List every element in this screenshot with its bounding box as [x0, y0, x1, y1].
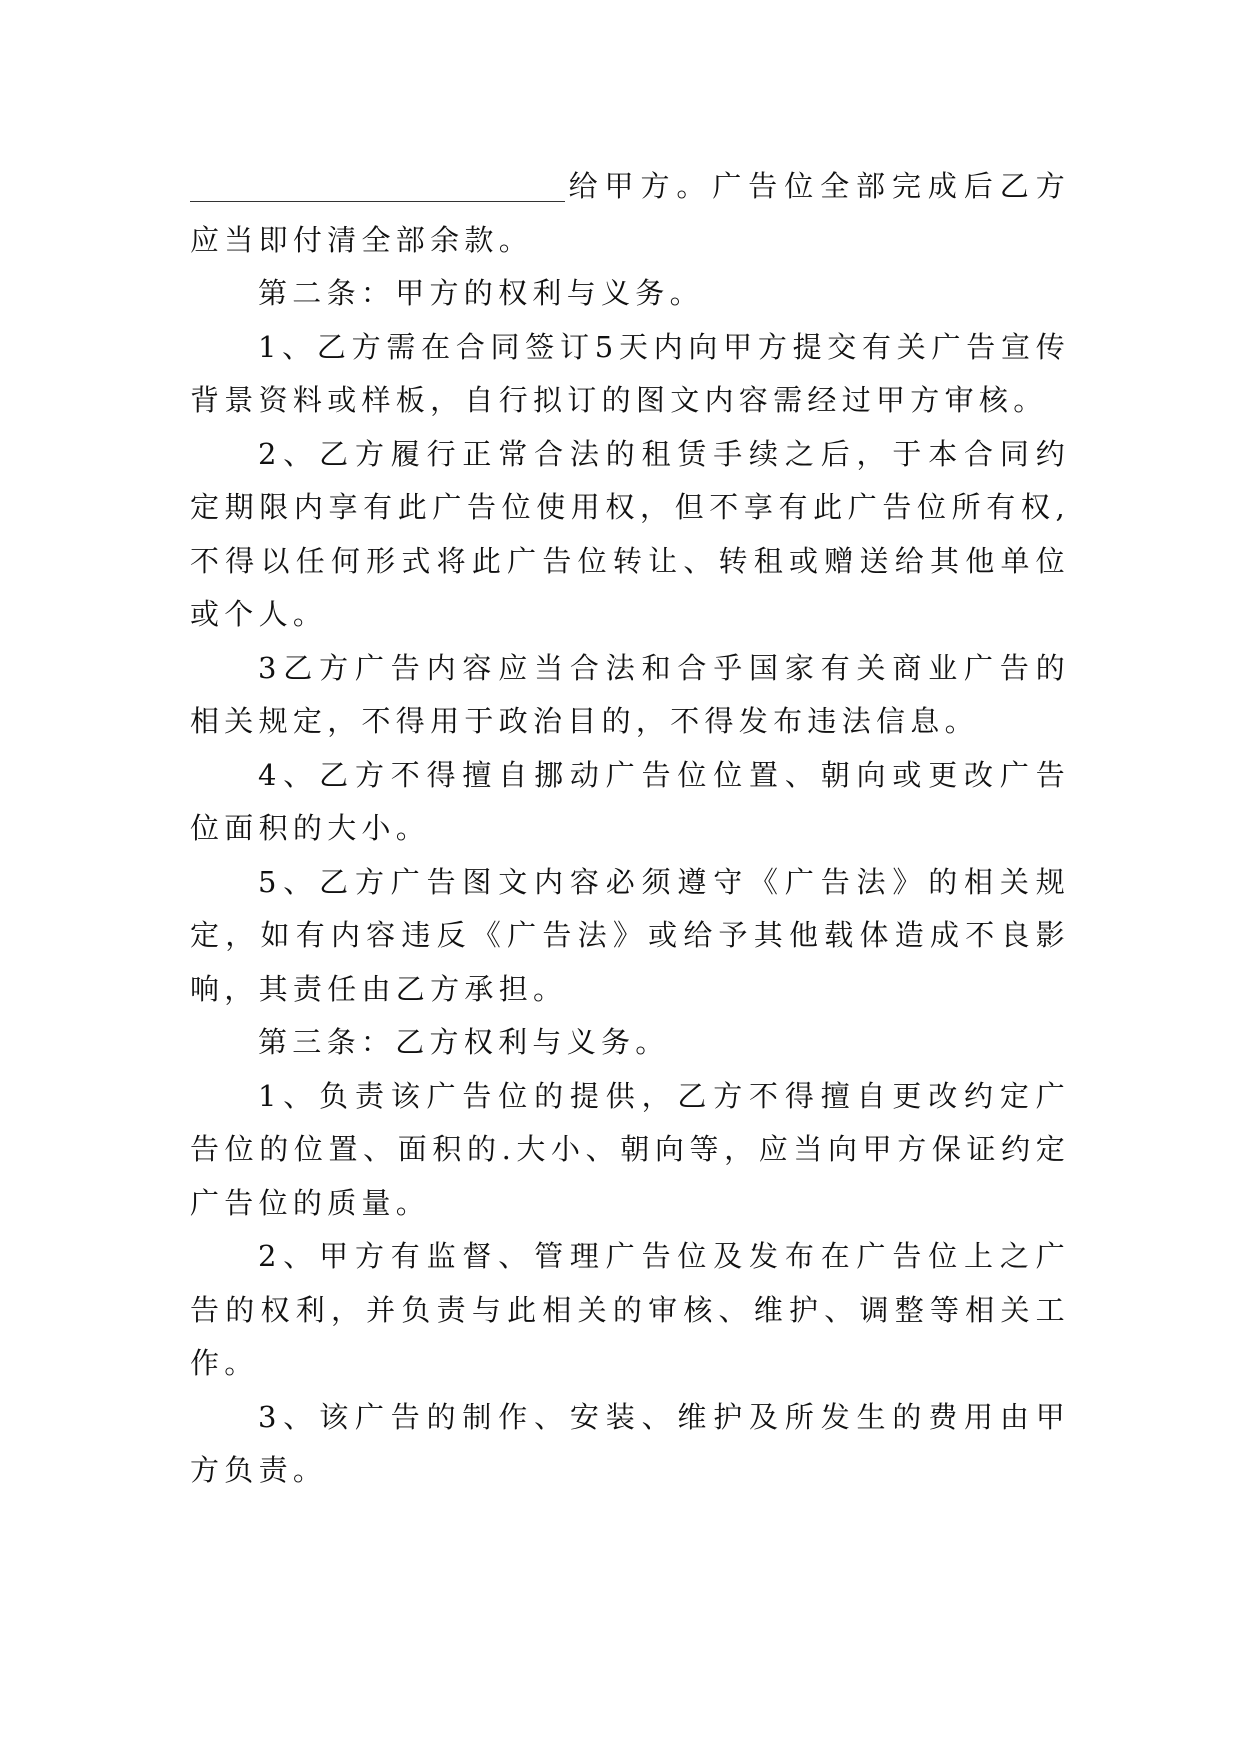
clause-3-item-1: 1、负责该广告位的提供，乙方不得擅自更改约定广告位的位置、面积的.大小、朝向等，应当向甲方保证约定广告位的质量。 — [190, 1078, 1070, 1220]
clause-2-item-4: 4、乙方不得擅自挪动广告位位置、朝向或更改广告位面积的大小。 — [190, 757, 1070, 845]
clause-2-item-3: 3乙方广告内容应当合法和合乎国家有关商业广告的相关规定，不得用于政治目的，不得发布违法信息。 — [190, 650, 1070, 738]
clause-2-item-1: 1、乙方需在合同签订5天内向甲方提交有关广告宣传背景资料或样板，自行拟订的图文内容需经过甲方审核。 — [190, 329, 1070, 417]
clause-3-item-2: 2、甲方有监督、管理广告位及发布在广告位上之广告的权利，并负责与此相关的审核、维护、调整等相关工作。 — [190, 1239, 1070, 1380]
fill-in-blank — [190, 167, 565, 202]
paragraph-text: 给甲方。广告位全部完成后乙方应当即付清全部余款。 — [190, 169, 1070, 257]
section-heading-party-a-rights: 第二条：甲方的权利与义务。 — [258, 276, 704, 310]
clause-2-item-2: 2、乙方履行正常合法的租赁手续之后，于本合同约定期限内享有此广告位使用权，但不享有此广告位所有权,不得以任何形式将此广告位转让、转租或赠送给其他单位或个人。 — [190, 436, 1070, 631]
document-body — [190, 160, 1070, 1498]
clause-2-item-5: 5、乙方广告图文内容必须遵守《广告法》的相关规定，如有内容违反《广告法》或给予其他载体造成不良影响，其责任由乙方承担。 — [190, 864, 1070, 1006]
clause-3-item-3: 3、该广告的制作、安装、维护及所发生的费用由甲方负责。 — [190, 1399, 1070, 1487]
section-heading-party-b-rights: 第三条：乙方权利与义务。 — [258, 1025, 670, 1059]
paragraph-payment-continuation — [190, 160, 1070, 267]
